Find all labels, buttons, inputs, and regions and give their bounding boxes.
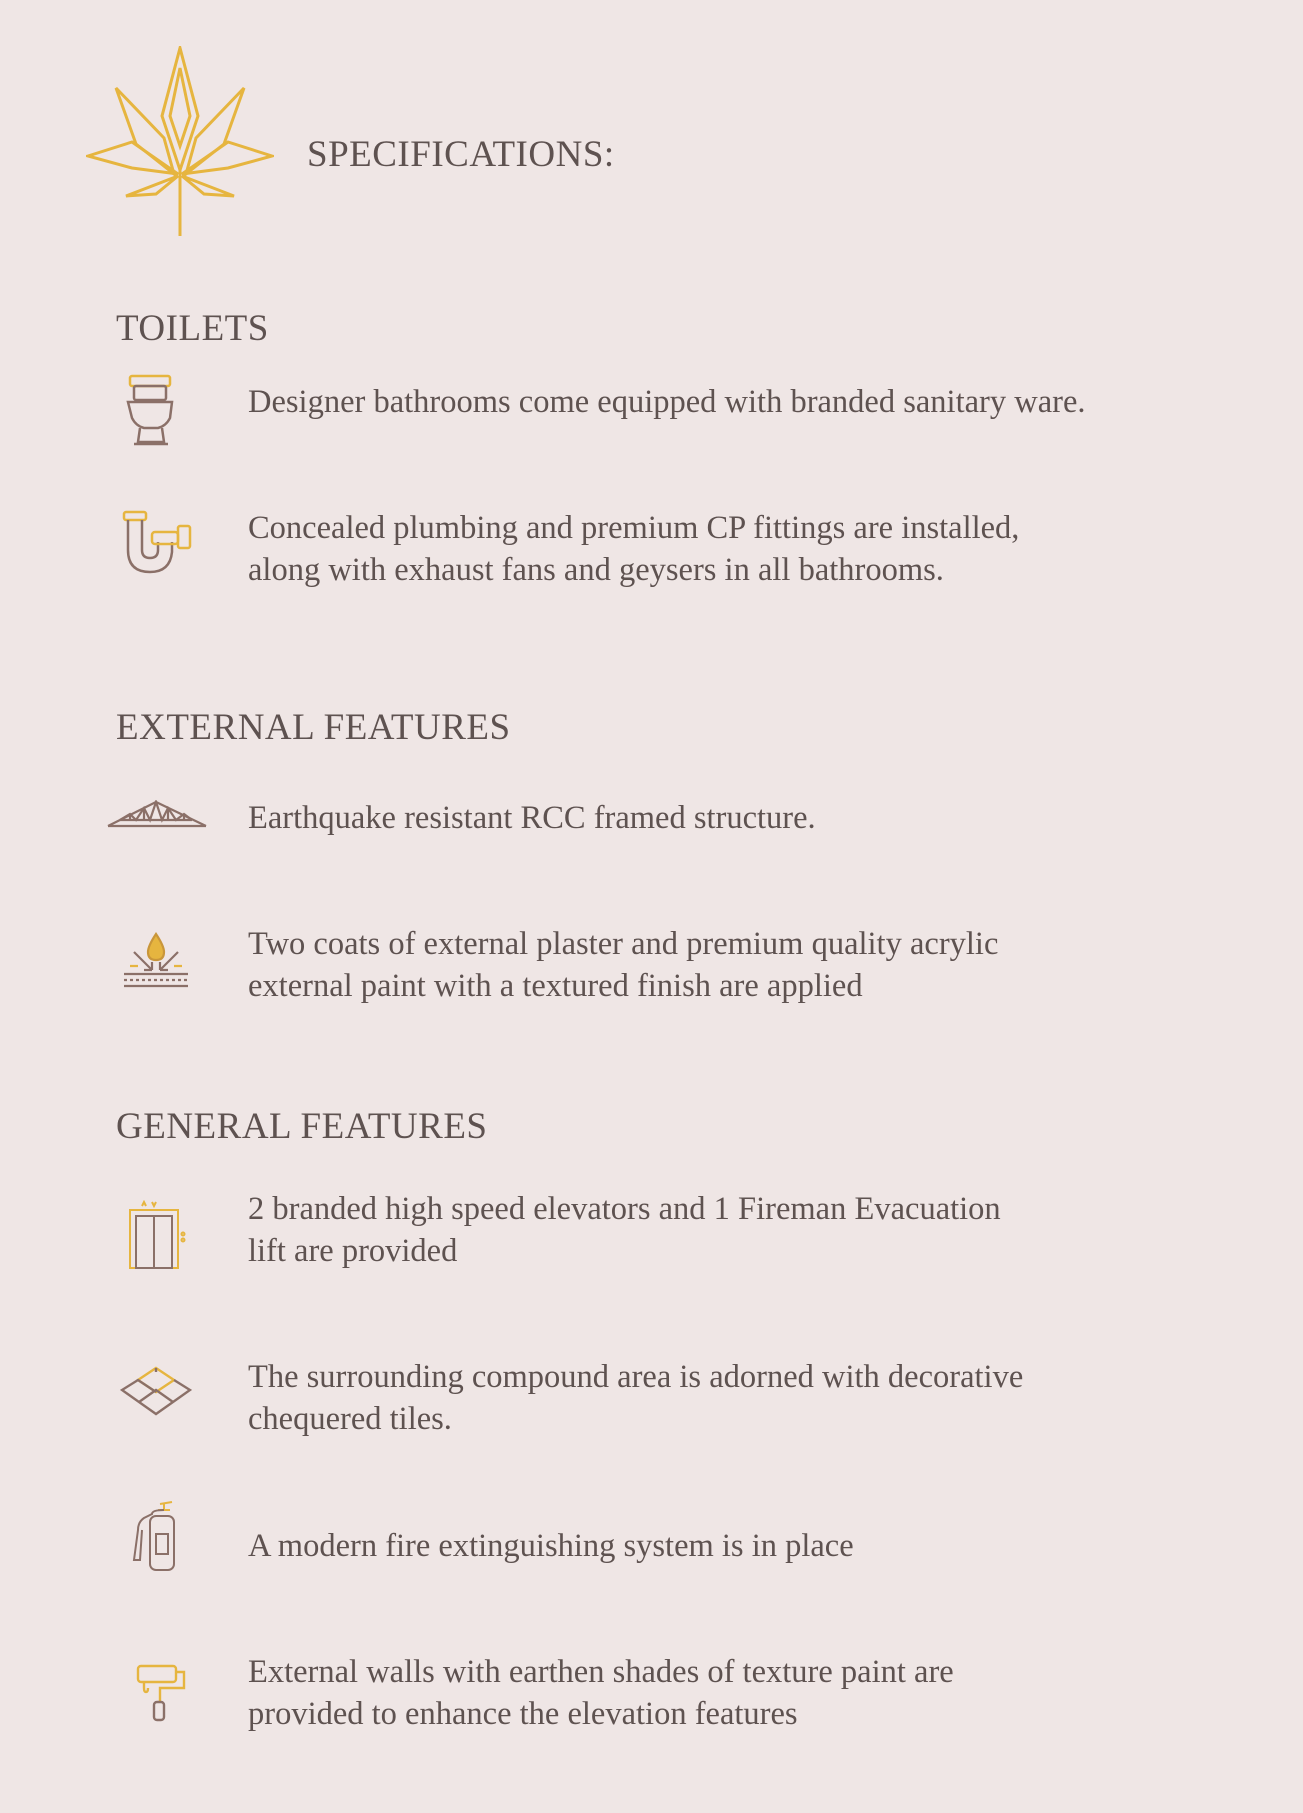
list-item: Earthquake resistant RCC framed structure. (248, 800, 816, 836)
page-title: SPECIFICATIONS: (307, 134, 615, 175)
elevator-icon (128, 1200, 186, 1270)
list-item: Concealed plumbing and premium CP fittings are installed, along with exhaust fans and geysers in all bathrooms. (248, 510, 1020, 588)
paint-roller-icon (136, 1662, 188, 1722)
list-item: 2 branded high speed elevators and 1 Fireman Evacuation lift are provided (248, 1191, 1001, 1269)
section-heading-external-features: EXTERNAL FEATURES (116, 707, 511, 748)
list-item: The surrounding compound area is adorned with decorative chequered tiles. (248, 1359, 1024, 1437)
list-item: External walls with earthen shades of texture paint are provided to enhance the elevation features (248, 1654, 954, 1732)
waterproof-plaster-icon (122, 930, 190, 992)
leaf-logo-icon (86, 46, 274, 238)
section-heading-general-features: GENERAL FEATURES (116, 1106, 488, 1147)
section-heading-toilets: TOILETS (116, 308, 269, 349)
fire-extinguisher-icon (130, 1500, 178, 1572)
truss-icon (106, 800, 208, 830)
list-item: Two coats of external plaster and premium quality acrylic external paint with a textured finish are applied (248, 926, 999, 1004)
list-item: Designer bathrooms come equipped with branded sanitary ware. (248, 384, 1086, 420)
plumbing-pipe-icon (122, 510, 194, 576)
toilet-icon (126, 374, 176, 446)
list-item: A modern fire extinguishing system is in place (248, 1528, 854, 1564)
tiles-icon (120, 1366, 192, 1416)
